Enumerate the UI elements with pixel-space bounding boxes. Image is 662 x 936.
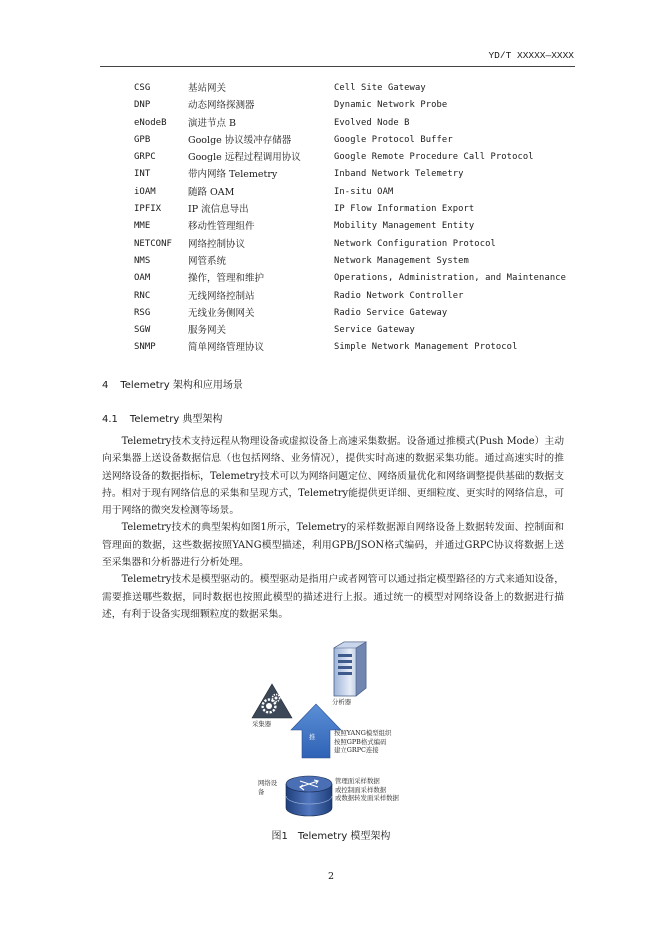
abbreviation-term: DNP bbox=[134, 100, 151, 111]
abbreviation-english: Network Management System bbox=[334, 255, 469, 266]
telemetry-architecture-figure bbox=[240, 640, 440, 820]
figure-title: Telemetry 模型架构 bbox=[297, 831, 391, 842]
sampling-data-note-line: 或控制面采样数据 bbox=[335, 785, 387, 794]
section-title: Telemetry 典型架构 bbox=[129, 414, 223, 425]
abbreviation-english: Radio Network Controller bbox=[334, 290, 464, 301]
abbreviation-chinese: 服务网关 bbox=[188, 325, 227, 337]
page-number: 2 bbox=[327, 871, 335, 882]
abbreviation-english: Evolved Node B bbox=[334, 117, 410, 128]
abbreviation-chinese: 网管系统 bbox=[188, 255, 227, 267]
push-arrow-label: 推 bbox=[309, 733, 316, 741]
figure-number: 图1 bbox=[271, 831, 288, 842]
abbreviation-chinese: 无线业务侧网关 bbox=[188, 307, 255, 319]
header-rule bbox=[100, 66, 575, 67]
abbreviation-chinese: 移动性管理组件 bbox=[188, 221, 255, 233]
collector-label: 采集器 bbox=[252, 720, 272, 728]
encoding-note bbox=[334, 729, 391, 755]
abbreviation-chinese: 带内网络 Telemetry bbox=[188, 169, 278, 181]
abbreviation-english: Network Configuration Protocol bbox=[334, 238, 496, 249]
abbreviation-english: Operations, Administration, and Maintenance bbox=[334, 273, 567, 284]
analyzer-label: 分析器 bbox=[332, 698, 352, 706]
abbreviation-english: Simple Network Management Protocol bbox=[334, 342, 518, 353]
abbreviation-chinese: 动态网络探测器 bbox=[188, 100, 255, 112]
abbreviation-english: Google Protocol Buffer bbox=[334, 134, 453, 145]
abbreviation-term: RNC bbox=[134, 290, 151, 301]
sampling-data-note bbox=[335, 777, 399, 803]
abbreviation-english: Radio Service Gateway bbox=[334, 307, 448, 318]
abbreviation-chinese: Google 远程过程调用协议 bbox=[188, 152, 301, 164]
paragraph: Telemetry技术是模型驱动的。模型驱动是指用户或者网管可以通过指定模型路径的方式来通知设备，需要推送哪些数据，同时数据也按照此模型的描述进行上报。通过统一的模型对网络设备上的数据进行描述，有利于设备实现细颗粒度的数据采集。 bbox=[102, 574, 564, 620]
section-4-1-heading bbox=[102, 410, 222, 425]
analyzer-server-icon bbox=[334, 642, 366, 696]
abbreviation-chinese: 随路 OAM bbox=[188, 186, 235, 198]
abbreviation-term: eNodeB bbox=[134, 117, 167, 128]
sampling-data-note-line: 或数据转发面采样数据 bbox=[335, 794, 399, 803]
network-device-label bbox=[258, 779, 277, 796]
abbreviation-term: SGW bbox=[134, 325, 151, 336]
abbreviation-term: IPFIX bbox=[134, 204, 162, 215]
collector-gear-icon bbox=[252, 684, 292, 718]
abbreviation-english: Mobility Management Entity bbox=[334, 221, 475, 232]
paragraph: Telemetry技术的典型架构如图1所示，Telemetry的采样数据源自网络设备上数据转发面、控制面和管理面的数据，这些数据按照YANG模型描述，利用GPB/JSON格式编码，并通过GRPC协议将数据上送至采集器和分析器进行分析处理。 bbox=[102, 522, 564, 569]
network-device-icon bbox=[286, 776, 332, 816]
section-title: Telemetry 架构和应用场景 bbox=[120, 380, 243, 391]
section-4-heading bbox=[102, 376, 243, 391]
abbreviation-term: INT bbox=[134, 169, 151, 180]
abbreviation-chinese: 基站网关 bbox=[188, 83, 227, 94]
network-device-label-line: 网络设 bbox=[258, 779, 278, 787]
sampling-data-note-line: 管理面采样数据 bbox=[335, 777, 380, 785]
abbreviation-chinese: 简单网络管理协议 bbox=[188, 342, 265, 354]
abbreviation-chinese: 演进节点 B bbox=[188, 117, 237, 129]
abbreviation-english: Dynamic Network Probe bbox=[334, 100, 448, 111]
abbreviation-chinese: IP 流信息导出 bbox=[188, 204, 249, 216]
abbreviation-english: In-situ OAM bbox=[334, 186, 394, 197]
abbreviation-term: MME bbox=[134, 221, 151, 232]
abbreviation-term: GPB bbox=[134, 134, 151, 145]
abbreviation-chinese: 操作，管理和维护 bbox=[188, 273, 265, 285]
abbreviation-term: SNMP bbox=[134, 342, 156, 353]
abbreviation-english: Service Gateway bbox=[334, 325, 415, 336]
encoding-note-line: 建立GRPC连接 bbox=[334, 746, 379, 755]
abbreviation-term: OAM bbox=[134, 273, 151, 284]
abbreviation-term: RSG bbox=[134, 307, 151, 318]
abbreviation-term: iOAM bbox=[134, 186, 156, 197]
abbreviation-term: GRPC bbox=[134, 152, 156, 163]
abbreviation-chinese: Goolge 协议缓冲存储器 bbox=[188, 134, 292, 146]
encoding-note-line: 按照GPB格式编码 bbox=[334, 737, 387, 746]
paragraph: Telemetry技术支持远程从物理设备或虚拟设备上高速采集数据。设备通过推模式(Push Mode）主动向采集器上送设备数据信息（也包括网络、业务情况），提供实时高速的数据采集功能。通过高速实时的推送网络设备的数据指标，Telemetry技术可以为网络问题定位、网络质量优化和网络调整提供基础的数据支持。相对于现有网络信息的采集和呈现方式，Telemetry能提供更详细、更细粒度、更实时的网络信息，可用于网络的微突发检测等场景。 bbox=[102, 436, 564, 517]
network-device-label-line: 备 bbox=[258, 787, 265, 796]
abbreviation-chinese: 无线网络控制站 bbox=[188, 290, 255, 302]
body-text bbox=[102, 433, 564, 623]
abbreviation-english: Cell Site Gateway bbox=[334, 83, 426, 93]
abbreviation-term: NETCONF bbox=[134, 238, 172, 249]
abbreviation-english: Google Remote Procedure Call Protocol bbox=[334, 152, 534, 163]
abbreviation-term: CSG bbox=[134, 83, 151, 93]
section-number: 4 bbox=[102, 380, 109, 391]
section-number: 4.1 bbox=[102, 414, 118, 425]
figure-caption bbox=[0, 827, 662, 842]
abbreviation-term: NMS bbox=[134, 255, 151, 266]
abbreviation-english: Inband Network Telemetry bbox=[334, 169, 464, 180]
abbreviation-chinese: 网络控制协议 bbox=[188, 238, 246, 250]
encoding-note-line: 按照YANG模型组织 bbox=[334, 729, 392, 737]
abbreviation-english: IP Flow Information Export bbox=[334, 204, 475, 215]
standard-code: YD/T XXXXX—XXXX bbox=[488, 50, 574, 61]
